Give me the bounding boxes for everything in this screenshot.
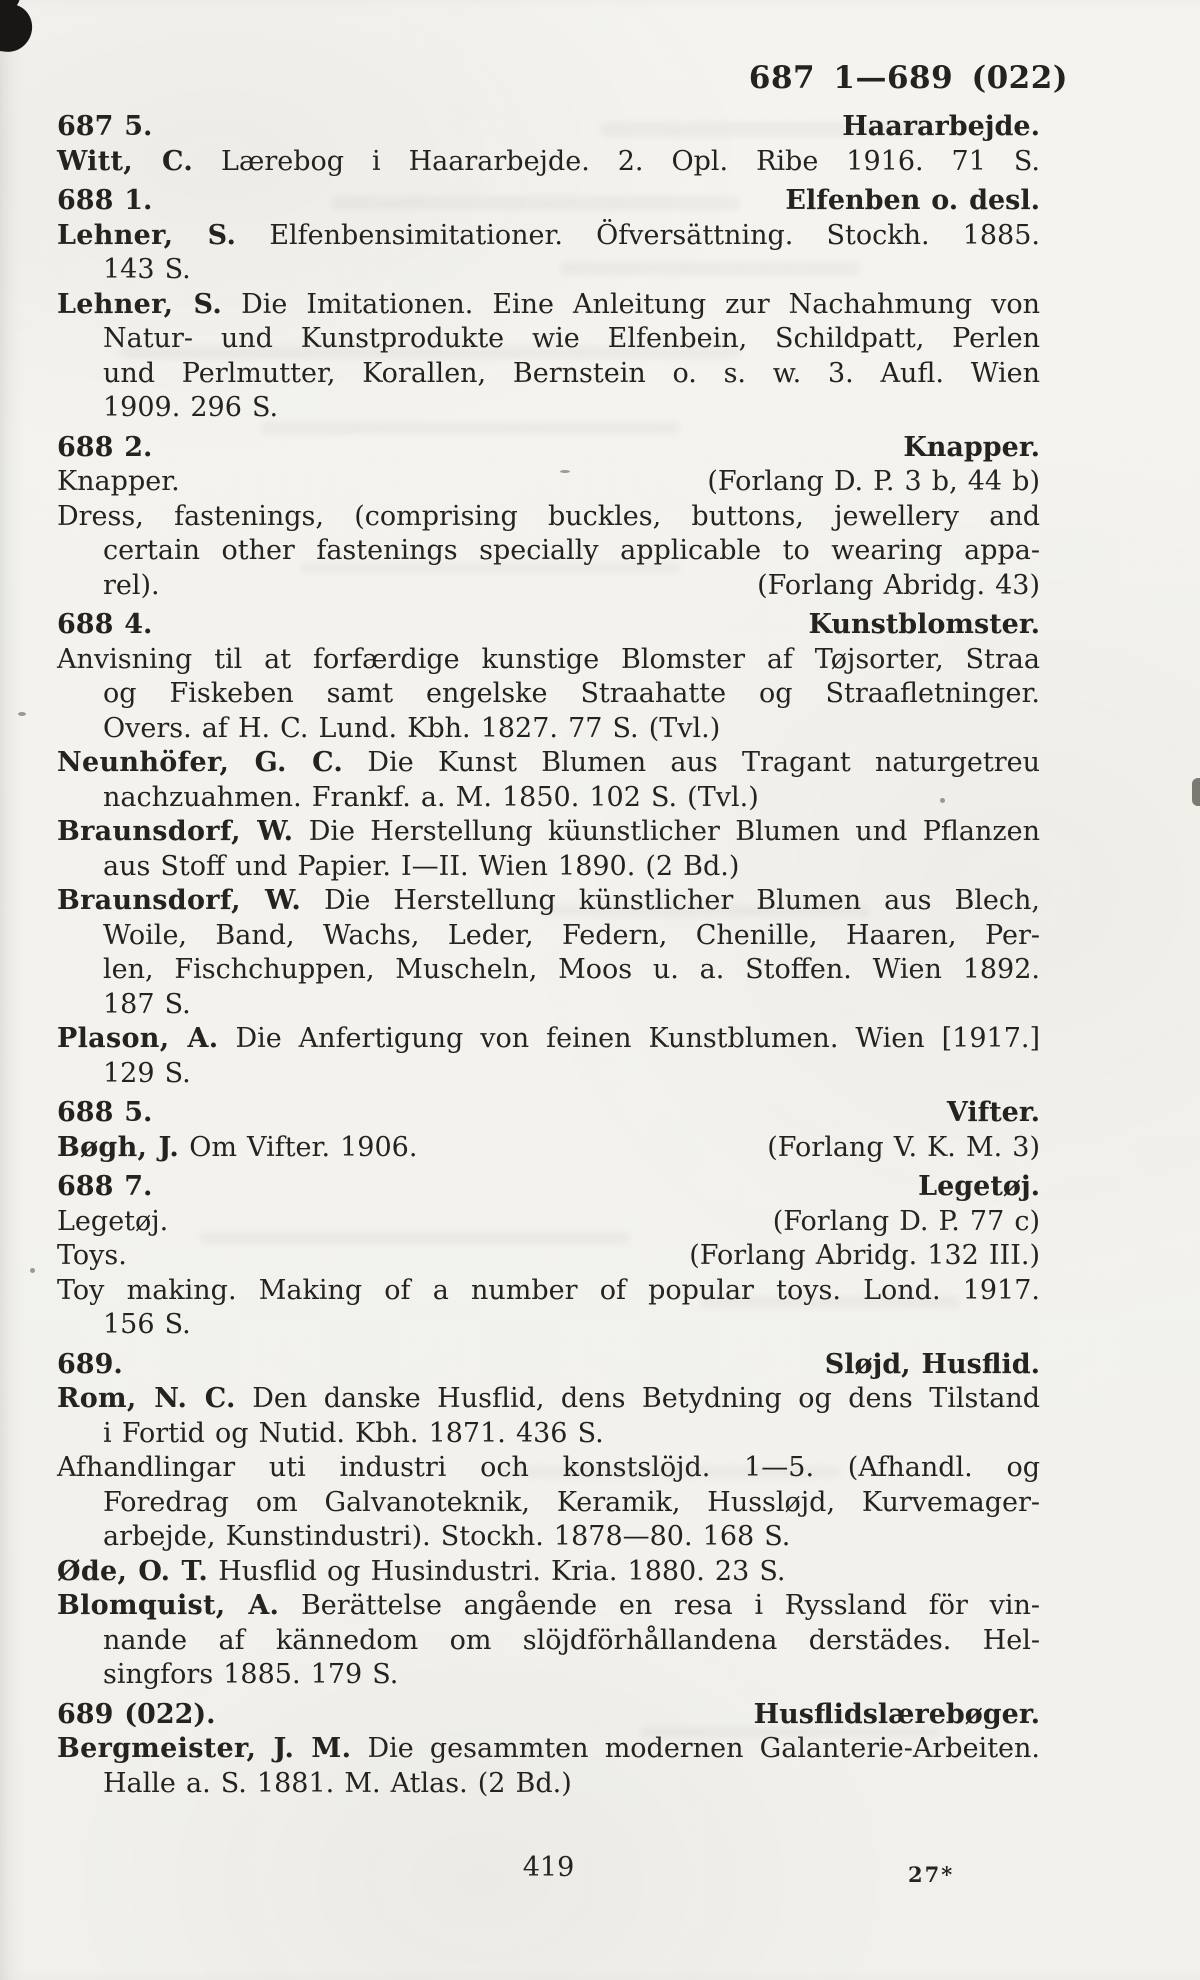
author-name: Bøgh, J.: [57, 1131, 180, 1163]
entry-line-text: Die Imitationen. Eine Anleitung zur Nachahmung von: [241, 288, 1040, 320]
entry-line: [57, 500, 1040, 535]
entry-text: [57, 1205, 168, 1240]
section-heading: [57, 1096, 1040, 1131]
scan-speck: [30, 1268, 35, 1273]
author-name: Plason, A.: [57, 1023, 219, 1054]
entry-line-text: singfors 1885. 179 S.: [103, 1659, 399, 1690]
entry-text: [103, 920, 1040, 951]
section-title: Vifter.: [946, 1097, 1040, 1128]
catalog-reference: (Forlang D. P. 77 c): [772, 1205, 1040, 1237]
entry-line-with-reference: [57, 1205, 1040, 1240]
section-title: Elfenben o. desl.: [785, 185, 1040, 216]
entry-line-text: Woile, Band, Wachs, Leder, Federn, Chenille, Haaren, Per-: [103, 919, 1040, 951]
section-title: Knapper.: [903, 431, 1040, 463]
section-number: 689.: [57, 1348, 123, 1380]
entry-line: [57, 643, 1040, 678]
entry-line: [57, 1589, 1040, 1624]
entry-line: [57, 988, 1040, 1023]
entry-line: [57, 1520, 1040, 1555]
entry-line: [57, 746, 1040, 781]
entry-line-text: rel).: [103, 569, 160, 601]
entry-line-text: i Fortid og Nutid. Kbh. 1871. 436 S.: [103, 1417, 604, 1449]
entry-line: [57, 253, 1040, 288]
catalog-reference: (Forlang Abridg. 132 III.): [689, 1240, 1040, 1271]
section-number: 688 4.: [57, 609, 153, 640]
entry-line-text: Overs. af H. C. Lund. Kbh. 1827. 77 S. (Tvl.): [103, 712, 721, 744]
section-number: 687 5.: [57, 111, 153, 142]
entry-text: [57, 885, 1040, 916]
entry-line-with-reference: [57, 465, 1040, 500]
section-number: 688 2.: [57, 431, 153, 463]
entry-line: [57, 919, 1040, 954]
author-name: Bergmeister, J. M.: [57, 1733, 352, 1764]
entry-line-text: Foredrag om Galvanoteknik, Keramik, Hussløjd, Kurvemager-: [103, 1486, 1040, 1518]
entry-line: [57, 1451, 1040, 1486]
entry-text: [103, 713, 720, 744]
entry-text: [57, 1131, 417, 1166]
entry-text: [57, 1733, 1040, 1764]
author-name: Rom, N. C.: [57, 1383, 236, 1414]
entry-text: [57, 1275, 1040, 1306]
section-heading: [57, 1348, 1040, 1383]
entry-line-text: og Fiskeben samt engelske Straahatte og Straafletninger.: [103, 678, 1040, 709]
entry-line-text: Die Herstellung küunstlicher Blumen und Pflanzen: [308, 816, 1040, 847]
entry-line-text: arbejde, Kunstindustri). Stockh. 1878—80. 168 S.: [103, 1521, 791, 1552]
entry-line-text: 129 S.: [103, 1057, 191, 1089]
entry-text: [57, 1590, 1040, 1621]
scan-artifact-edge-mark: [1192, 778, 1200, 806]
author-name: Braunsdorf, W.: [57, 885, 302, 916]
entry-line-text: Die Herstellung künstlicher Blumen aus Blech,: [324, 885, 1040, 916]
catalog-reference: (Forlang Abridg. 43): [757, 569, 1040, 601]
entry-line-text: Den danske Husflid, dens Betydning og dens Tilstand: [252, 1383, 1040, 1414]
entry-line: [57, 1732, 1040, 1767]
entry-text: [57, 644, 1040, 675]
entry-text: [57, 465, 180, 500]
entry-line-text: Knapper.: [57, 466, 180, 497]
entry-line: [57, 1555, 1040, 1590]
author-name: Lehner, S.: [57, 219, 237, 251]
section-title: Kunstblomster.: [808, 609, 1040, 640]
entry-text: [103, 1309, 191, 1340]
author-name: Øde, O. T.: [57, 1555, 209, 1587]
entry-line: [57, 1308, 1040, 1343]
section-heading: [57, 431, 1040, 466]
entry-text: [103, 254, 191, 285]
entry-line: [57, 781, 1040, 816]
entry-line: [57, 534, 1040, 569]
entry-text: [57, 1383, 1040, 1414]
entry-text: [103, 678, 1040, 709]
entry-line-with-reference: [57, 569, 1040, 604]
section-number: 688 5.: [57, 1097, 153, 1128]
entry-text: [57, 220, 1040, 251]
bibliography-text-block: [57, 110, 1040, 1801]
section-title: Haararbejde.: [842, 111, 1040, 142]
author-name: Witt, C.: [57, 145, 194, 177]
entry-line-text: len, Fischchuppen, Muscheln, Moos u. a. Stoffen. Wien 1892.: [103, 954, 1040, 985]
entry-line-text: aus Stoff und Papier. I—II. Wien 1890. (2 Bd.): [103, 850, 740, 882]
entry-line: [57, 850, 1040, 885]
printers-signature-mark: 27*: [908, 1862, 955, 1887]
entry-line-text: 156 S.: [103, 1309, 191, 1340]
entry-line-text: Elfenbensimitationer. Öfversättning. Stockh. 1885.: [269, 219, 1040, 251]
entry-text: [103, 1659, 398, 1690]
entry-line: [57, 1417, 1040, 1452]
entry-line-text: Toy making. Making of a number of popular toys. Lond. 1917.: [57, 1274, 1040, 1306]
entry-line: [57, 322, 1040, 357]
entry-line-text: Afhandlingar uti industri och konstslöjd. 1—5. (Afhandl. og: [57, 1452, 1040, 1483]
entry-text: [57, 1452, 1040, 1483]
entry-line: [57, 1658, 1040, 1693]
entry-text: [103, 392, 278, 423]
entry-line: [57, 953, 1040, 988]
author-name: Braunsdorf, W.: [57, 816, 294, 847]
entry-line-text: Om Vifter. 1906.: [189, 1131, 418, 1163]
entry-line-with-reference: [57, 1239, 1040, 1274]
entry-text: [57, 1556, 785, 1587]
entry-line-text: 187 S.: [103, 988, 191, 1020]
section-heading: [57, 110, 1040, 145]
entry-text: [103, 569, 160, 604]
entry-text: [103, 535, 1040, 566]
catalog-reference: (Forlang V. K. M. 3): [767, 1131, 1040, 1163]
entry-line: [57, 1057, 1040, 1092]
entry-text: [103, 954, 1040, 985]
entry-line-text: 1909. 296 S.: [103, 392, 279, 423]
section-number: 689 (022).: [57, 1698, 216, 1730]
section-heading: [57, 1170, 1040, 1205]
section-heading: [57, 608, 1040, 643]
entry-text: [103, 782, 759, 813]
scan-speck: [18, 712, 26, 716]
entry-line: [57, 1382, 1040, 1417]
entry-text: [103, 989, 191, 1020]
entry-line-text: und Perlmutter, Korallen, Bernstein o. s. w. 3. Aufl. Wien: [103, 357, 1040, 389]
entry-line: [57, 145, 1040, 180]
entry-line-text: nachzuahmen. Frankf. a. M. 1850. 102 S. (Tvl.): [103, 781, 759, 813]
entry-line-text: Anvisning til at forfærdige kunstige Blomster af Tøjsorter, Straa: [57, 643, 1040, 675]
section-title: Husflidslærebøger.: [753, 1698, 1040, 1730]
entry-text: [57, 1239, 127, 1274]
entry-text: [103, 323, 1040, 354]
entry-text: [103, 1418, 604, 1449]
entry-text: [57, 146, 1040, 177]
author-name: Neunhöfer, G. C.: [57, 747, 344, 778]
entry-line-text: Husflid og Husindustri. Kria. 1880. 23 S.: [218, 1555, 786, 1587]
entry-line-text: certain other fastenings specially applicable to wearing appa-: [103, 535, 1040, 566]
entry-text: [103, 1521, 790, 1552]
section-heading: [57, 184, 1040, 219]
entry-line-text: Die gesammten modernen Galanterie-Arbeiten.: [367, 1733, 1040, 1764]
entry-line: [57, 815, 1040, 850]
entry-line: [57, 712, 1040, 747]
entry-line-text: 143 S.: [103, 254, 191, 285]
entry-line: [57, 884, 1040, 919]
entry-line-text: Natur- und Kunstprodukte wie Elfenbein, Schildpatt, Perlen: [103, 323, 1040, 354]
entry-text: [103, 1625, 1040, 1656]
section-number: 688 7.: [57, 1171, 153, 1202]
entry-text: [57, 289, 1040, 320]
entry-line: [57, 219, 1040, 254]
author-name: Lehner, S.: [57, 288, 223, 320]
entry-line-text: Toys.: [57, 1240, 127, 1271]
entry-line: [57, 677, 1040, 712]
entry-line-text: Legetøj.: [57, 1205, 169, 1237]
section-title: Sløjd, Husflid.: [824, 1348, 1040, 1380]
section-title: Legetøj.: [918, 1171, 1040, 1202]
entry-text: [57, 747, 1040, 778]
entry-line: [57, 391, 1040, 426]
catalog-reference: (Forlang D. P. 3 b, 44 b): [707, 466, 1040, 497]
entry-line: [57, 1022, 1040, 1057]
entry-line: [57, 1274, 1040, 1309]
entry-text: [103, 358, 1040, 389]
entry-text: [103, 1768, 572, 1799]
entry-line-with-reference: [57, 1131, 1040, 1166]
entry-line-text: nande af kännedom om slöjdförhållandena derstädes. Hel-: [103, 1624, 1040, 1656]
entry-text: [103, 851, 739, 882]
entry-line: [57, 1486, 1040, 1521]
entry-text: [57, 816, 1040, 847]
entry-line-text: Halle a. S. 1881. M. Atlas. (2 Bd.): [103, 1767, 572, 1799]
entry-text: [57, 1023, 1040, 1054]
entry-line-text: Berättelse angående en resa i Ryssland för vin-: [300, 1590, 1040, 1621]
entry-line: [57, 357, 1040, 392]
entry-line: [57, 1767, 1040, 1802]
page-number: 419: [522, 1852, 575, 1883]
running-header: 687 1—689 (022): [748, 60, 1068, 96]
author-name: Blomquist, A.: [57, 1590, 280, 1621]
entry-line-text: Die Anfertigung von feinen Kunstblumen. Wien [1917.]: [235, 1023, 1040, 1054]
entry-line-text: Die Kunst Blumen aus Tragant naturgetreu: [367, 747, 1040, 778]
section-number: 688 1.: [57, 185, 153, 216]
entry-line-text: Dress, fastenings, (comprising buckles, buttons, jewellery and: [57, 500, 1040, 532]
section-heading: [57, 1698, 1040, 1733]
entry-text: [103, 1487, 1040, 1518]
entry-text: [103, 1058, 191, 1089]
entry-line: [57, 288, 1040, 323]
entry-line: [57, 1624, 1040, 1659]
entry-text: [57, 501, 1040, 532]
entry-line-text: Lærebog i Haararbejde. 2. Opl. Ribe 1916. 71 S.: [221, 145, 1040, 177]
